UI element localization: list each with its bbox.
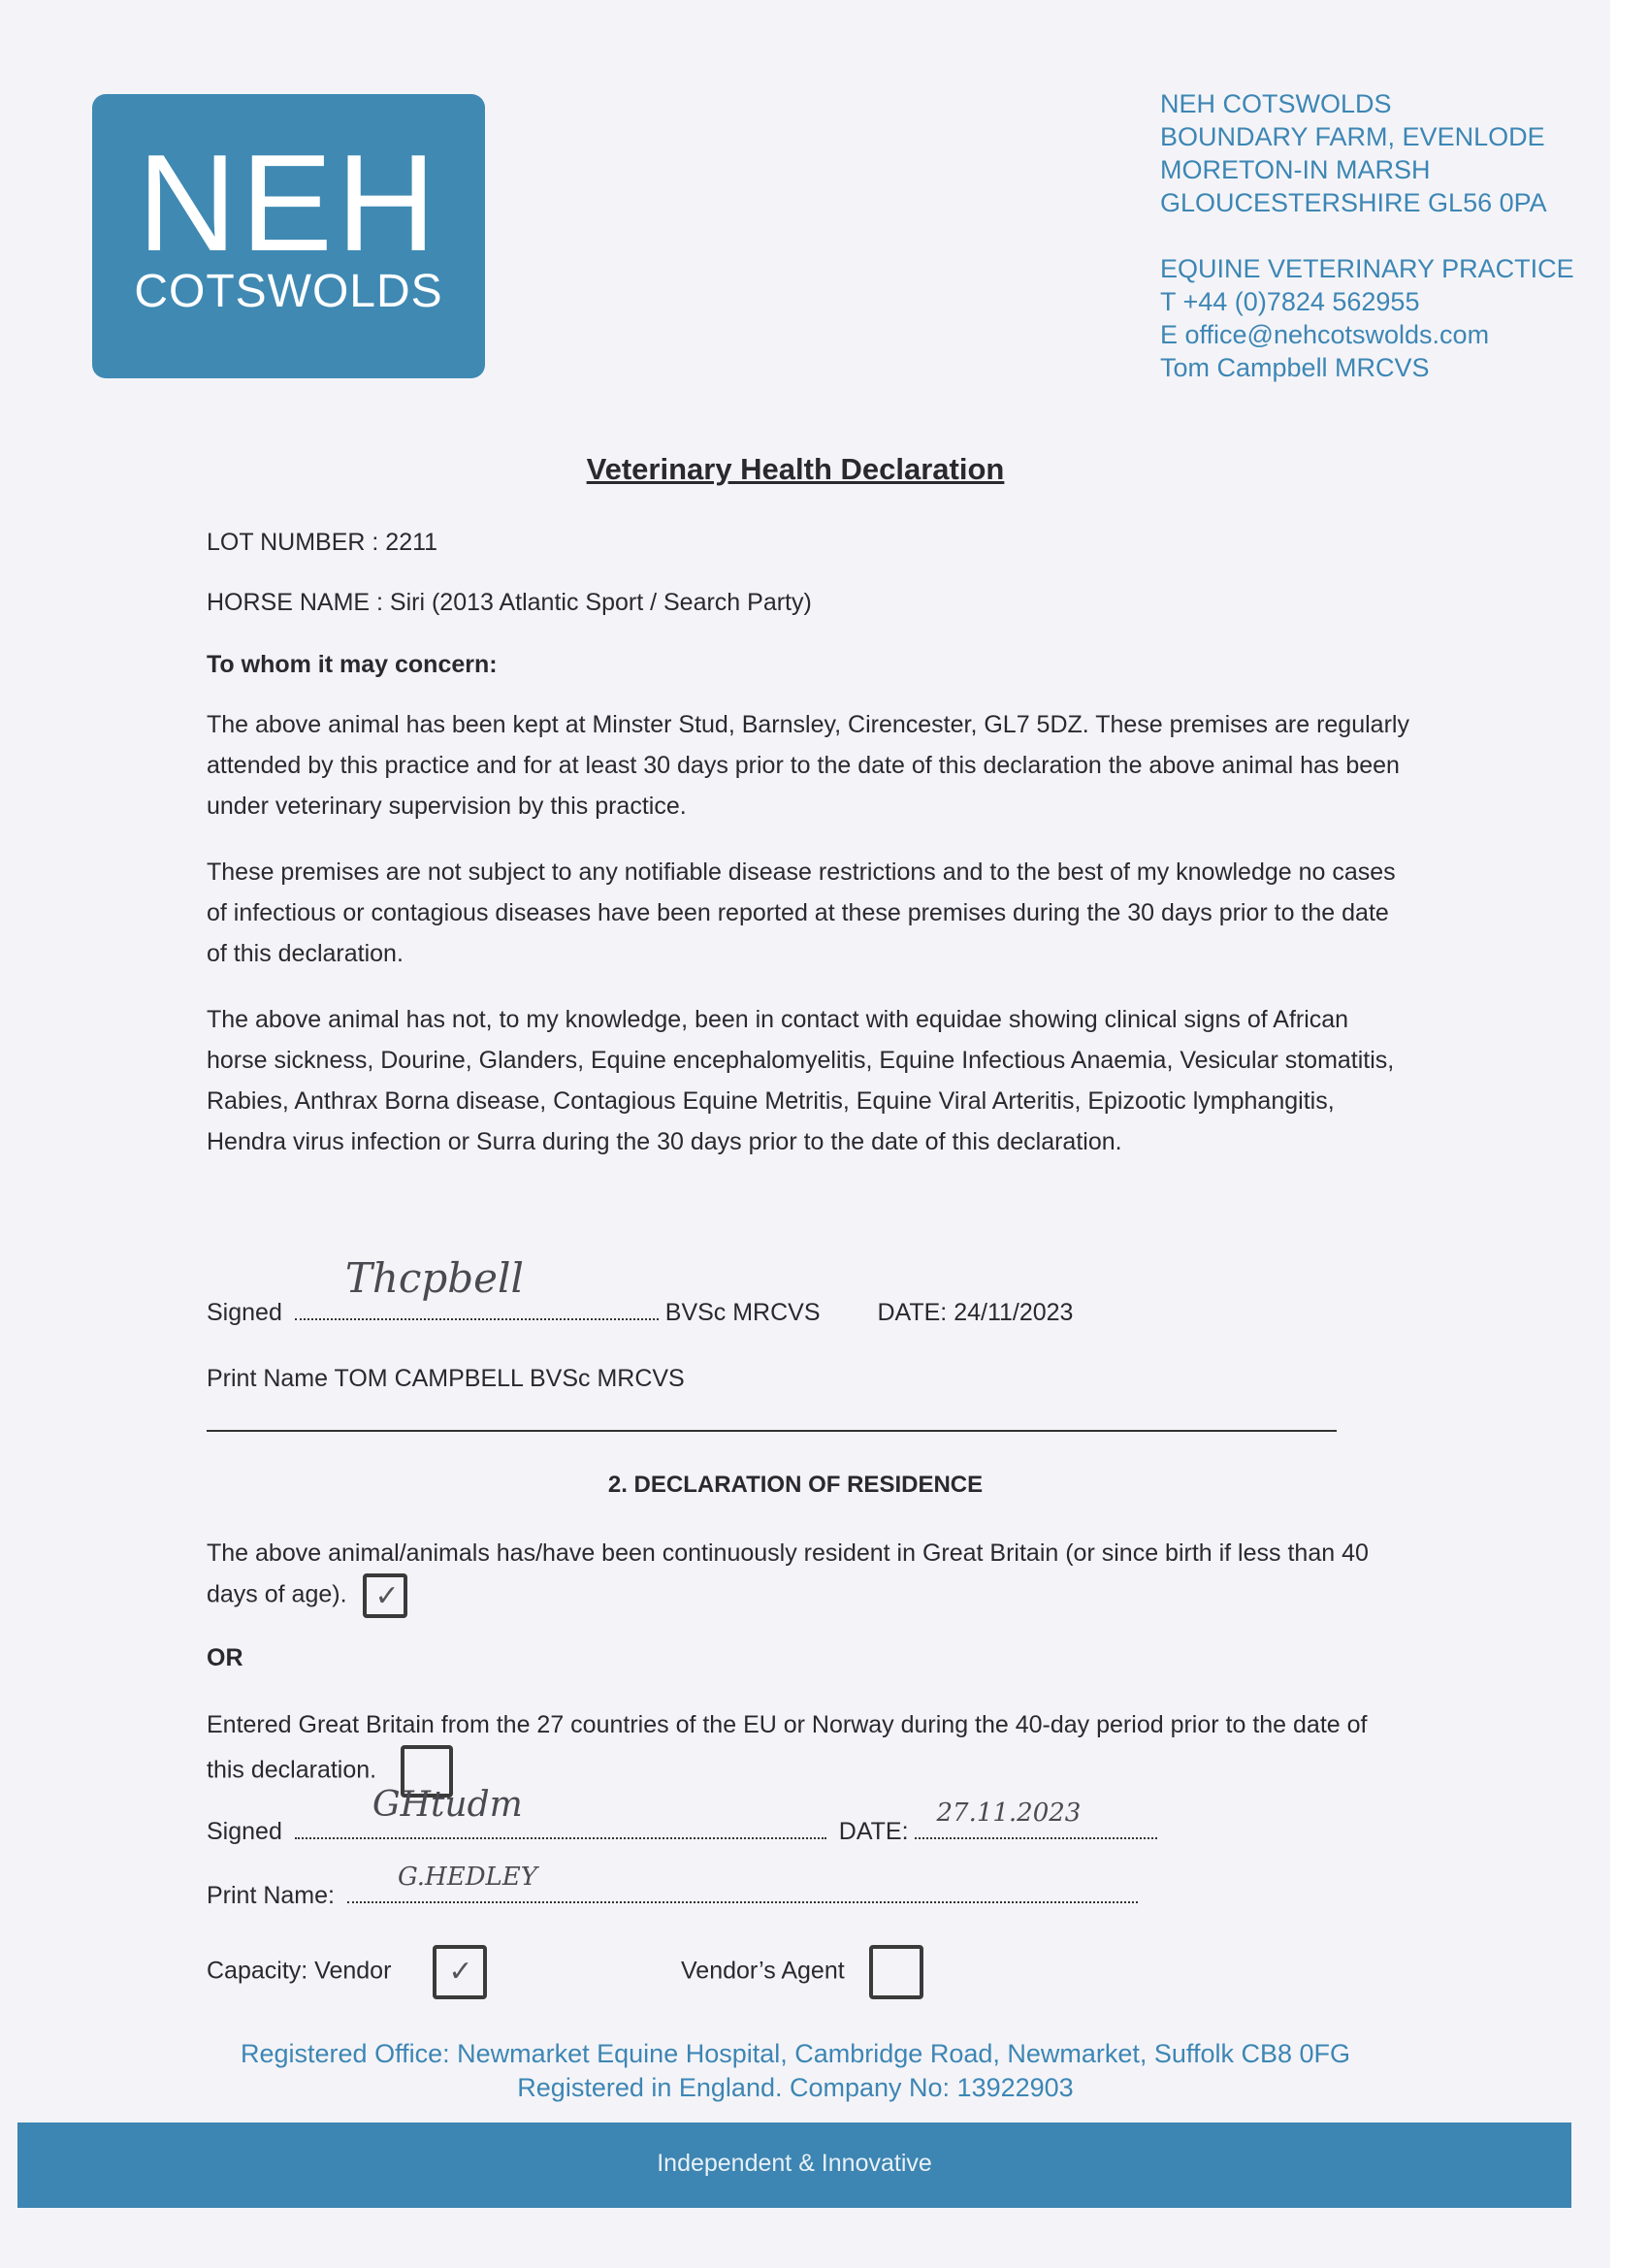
logo-main-text: NEH	[137, 126, 440, 280]
address-line: MORETON-IN MARSH	[1160, 155, 1431, 184]
residence-option-1-checkbox[interactable]	[363, 1573, 407, 1618]
horse-name: HORSE NAME : Siri (2013 Atlantic Sport / Search Party)	[207, 589, 812, 616]
vendor-date-label: DATE:	[838, 1818, 909, 1845]
paragraph-restrictions: These premises are not subject to any notifiable disease restrictions and to the best of my knowledge no cases of infectious or contagious diseases have been reported at these premises during the 30 days prior to the date of this declaration.	[207, 859, 1396, 967]
residence-option-1-text: The above animal/animals has/have been continuously resident in Great Britain (or since birth if less than 40 days of age).	[207, 1539, 1369, 1608]
vendor-signature-line	[295, 1785, 826, 1839]
capacity-vendor	[207, 1945, 487, 1999]
print-name-line	[347, 1863, 1138, 1903]
contact-line: E office@nehcotswolds.com	[1160, 320, 1490, 349]
footer-band	[17, 2122, 1571, 2208]
section-divider	[207, 1430, 1337, 1432]
capacity-agent	[681, 1945, 923, 1999]
address-line: NEH COTSWOLDS	[1160, 89, 1392, 118]
capacity-vendor-checkbox[interactable]	[433, 1945, 487, 1999]
greeting: To whom it may concern:	[207, 651, 498, 678]
signed-suffix: BVSc MRCVS	[664, 1299, 821, 1326]
check-mark-icon: ✓	[448, 1955, 473, 1989]
residence-option-2-text: Entered Great Britain from the 27 countries of the EU or Norway during the 40-day period prior to the date of this declaration.	[207, 1711, 1368, 1784]
document-title: Veterinary Health Declaration	[586, 452, 1005, 486]
logo-sub-text: COTSWOLDS	[134, 266, 443, 317]
vet-signature: Thcpbell	[344, 1254, 524, 1302]
company-logo	[92, 94, 485, 378]
lot-number: LOT NUMBER : 2211	[207, 529, 438, 556]
contact-line: Tom Campbell MRCVS	[1160, 353, 1430, 382]
vendor-date-line	[915, 1798, 1157, 1839]
vendor-agent-label: Vendor’s Agent	[681, 1957, 845, 1985]
signed-label: Signed	[207, 1299, 282, 1326]
contact-line: EQUINE VETERINARY PRACTICE	[1160, 254, 1574, 283]
vet-signature-row	[207, 1254, 1074, 1333]
vendor-signed-label: Signed	[207, 1818, 282, 1845]
vet-date: DATE: 24/11/2023	[877, 1299, 1074, 1326]
vet-print-name: Print Name TOM CAMPBELL BVSc MRCVS	[207, 1365, 685, 1392]
vendor-agent-checkbox[interactable]	[869, 1945, 923, 1999]
print-name-label: Print Name:	[207, 1882, 335, 1909]
practice-address	[1160, 87, 1574, 384]
vendor-date: 27.11.2023	[936, 1798, 1082, 1828]
capacity-vendor-label: Capacity: Vendor	[207, 1957, 392, 1985]
residence-heading: 2. DECLARATION OF RESIDENCE	[607, 1472, 984, 1498]
registered-office	[0, 2037, 1591, 2105]
residence-option-1	[207, 1533, 1409, 1618]
scan-edge	[1610, 0, 1649, 2268]
paragraph-contact: The above animal has not, to my knowledge, been in contact with equidae showing clinical signs of African horse sickness, Dourine, Glanders, Equine encephalomyelitis, Equine Infectious Anaemia, Vesicular stomatitis, Rabies, Anthrax Borna disease, Contagious Equine Metritis, Equine Viral Arteritis, Epizootic lymphangitis, Hendra virus infection or Surra during the 30 days prior to the date of this declaration.	[207, 1006, 1395, 1155]
contact-line: T +44 (0)7824 562955	[1160, 287, 1420, 316]
address-line: BOUNDARY FARM, EVENLODE	[1160, 122, 1545, 151]
paragraph-premises: The above animal has been kept at Minster Stud, Barnsley, Cirencester, GL7 5DZ. These premises are regularly attended by this practice and for at least 30 days prior to the date of this declaration the above animal has been under veterinary supervision by this practice.	[207, 711, 1409, 820]
check-mark-icon: ✓	[374, 1579, 400, 1613]
or-label: OR	[207, 1644, 243, 1671]
vendor-signature-row	[207, 1785, 1157, 1852]
vendor-print-row	[207, 1863, 1138, 1916]
signature-line	[295, 1254, 659, 1320]
residence-option-2	[207, 1704, 1409, 1798]
vendor-signature: GHtudm	[372, 1785, 523, 1825]
tagline: Independent & Innovative	[657, 2150, 932, 2177]
registered-office-line: Registered Office: Newmarket Equine Hospital, Cambridge Road, Newmarket, Suffolk CB8 0FG	[241, 2039, 1350, 2068]
vendor-print-name: G.HEDLEY	[397, 1863, 537, 1892]
company-number-line: Registered in England. Company No: 13922903	[517, 2073, 1074, 2102]
address-line: GLOUCESTERSHIRE GL56 0PA	[1160, 188, 1547, 217]
